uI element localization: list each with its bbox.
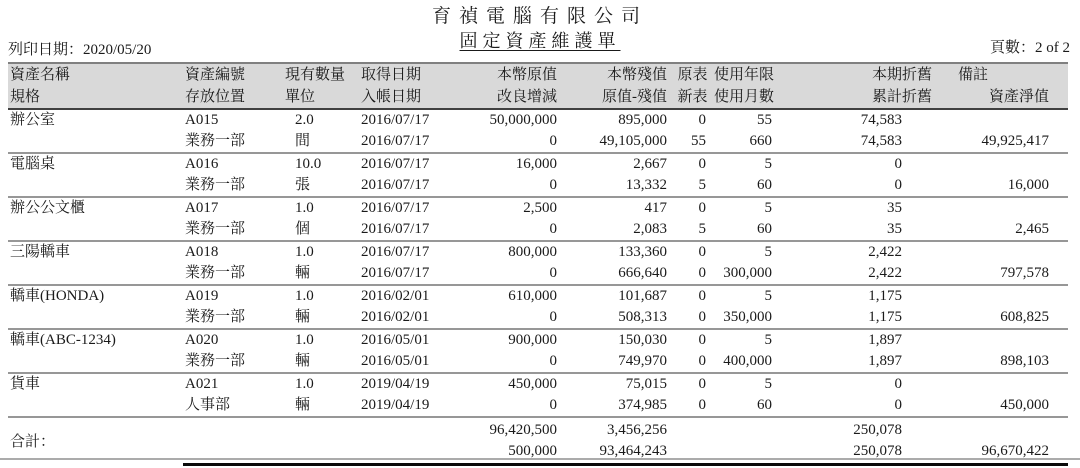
asset-row: [8, 109, 1068, 131]
column-header: 資產名稱: [8, 63, 183, 86]
cell: 5: [764, 376, 772, 392]
cell: 417: [644, 200, 667, 216]
cell: 35: [887, 200, 902, 216]
cell: 5: [675, 175, 710, 197]
column-header: 使用年限: [710, 63, 800, 86]
page-number-value: 2 of 2: [1035, 40, 1070, 56]
cell: 508,313: [565, 307, 675, 329]
cell: 75,015: [625, 376, 667, 392]
cell: [945, 373, 1068, 395]
cell: 2016/05/01: [355, 351, 455, 373]
cell: 輛: [283, 351, 355, 373]
cell: 74,583: [800, 131, 945, 153]
cell: 2019/04/19: [355, 395, 455, 417]
asset-row: [8, 241, 1068, 263]
column-header: 使用月數: [710, 86, 800, 109]
cell: A018: [185, 244, 219, 260]
cell: 0: [675, 263, 710, 285]
cell: A020: [185, 332, 219, 348]
cell: 797,578: [945, 263, 1068, 285]
cell: 業務一部: [183, 263, 283, 285]
cell: 2016/07/17: [355, 175, 455, 197]
cell: 133,360: [618, 244, 667, 260]
cell: 1,897: [800, 351, 945, 373]
cell: 辦公室: [10, 112, 56, 128]
cell: 1.0: [295, 332, 314, 348]
cell: 608,825: [945, 307, 1068, 329]
company-name: 育禎電腦有限公司: [431, 6, 648, 27]
header-row: [8, 86, 1068, 109]
cell: 0: [698, 156, 706, 172]
cell: [8, 263, 183, 285]
column-header: 資產淨值: [945, 86, 1068, 109]
cell: 749,970: [565, 351, 675, 373]
cell: 2016/07/17: [361, 244, 430, 260]
column-header: 本幣原值: [455, 63, 565, 86]
cell: 16,000: [515, 156, 557, 172]
cell: 0: [800, 175, 945, 197]
cell: 2016/02/01: [361, 288, 430, 304]
print-date-label: 列印日期：: [8, 42, 84, 58]
asset-row: [8, 307, 1068, 329]
asset-row: [8, 351, 1068, 373]
cell: 0: [455, 131, 565, 153]
cell: 0: [698, 200, 706, 216]
cell: 2019/04/19: [361, 376, 430, 392]
total-cell: [183, 441, 283, 465]
asset-row: [8, 263, 1068, 285]
cell: 張: [283, 175, 355, 197]
column-header: 入帳日期: [355, 86, 455, 109]
column-header: 改良增減: [455, 86, 565, 109]
column-header: 累計折舊: [800, 86, 945, 109]
cell: 貨車: [10, 376, 41, 392]
cell: 業務一部: [183, 219, 283, 241]
cell: 10.0: [295, 156, 322, 172]
cell: 450,000: [508, 376, 557, 392]
cell: 人事部: [183, 395, 283, 417]
asset-table: [8, 62, 1068, 466]
cell: 5: [764, 332, 772, 348]
column-header: 取得日期: [355, 63, 455, 86]
cell: 2,422: [800, 263, 945, 285]
cell: 0: [455, 219, 565, 241]
cell: 0: [455, 175, 565, 197]
cell: [8, 395, 183, 417]
cell: 1.0: [295, 200, 314, 216]
cell: 1.0: [295, 376, 314, 392]
cell: [8, 131, 183, 153]
cell: A019: [185, 288, 219, 304]
cell: 16,000: [945, 175, 1068, 197]
cell: 0: [455, 307, 565, 329]
total-cell: [675, 441, 710, 465]
cell: 2016/07/17: [361, 112, 430, 128]
total-cell: 500,000: [455, 441, 565, 465]
cell: A015: [185, 112, 219, 128]
cell: 55: [757, 112, 772, 128]
cell: 150,030: [618, 332, 667, 348]
asset-row: [8, 153, 1068, 175]
column-header: 本幣殘值: [565, 63, 675, 86]
cell: 101,687: [618, 288, 667, 304]
cell: A016: [185, 156, 219, 172]
cell: 間: [283, 131, 355, 153]
cell: 三陽轎車: [10, 244, 71, 260]
column-header: 原表: [675, 63, 710, 86]
cell: 898,103: [945, 351, 1068, 373]
column-header: 新表: [675, 86, 710, 109]
asset-row: [8, 219, 1068, 241]
cell: 49,105,000: [565, 131, 675, 153]
table-header: [8, 63, 1068, 109]
cell: [8, 219, 183, 241]
cell: 2,465: [945, 219, 1068, 241]
total-cell: [183, 417, 283, 441]
total-cell: [355, 417, 455, 441]
total-cell: 250,078: [800, 441, 945, 465]
cell: 辦公公文櫃: [10, 200, 86, 216]
cell: 1,897: [868, 332, 902, 348]
cell: [8, 351, 183, 373]
print-date: [8, 38, 151, 59]
cell: 895,000: [618, 112, 667, 128]
cell: 2016/07/17: [355, 219, 455, 241]
page-bottom-rule: [0, 458, 1080, 460]
cell: 800,000: [508, 244, 557, 260]
cell: 666,640: [565, 263, 675, 285]
cell: [945, 153, 1068, 175]
cell: 1,175: [800, 307, 945, 329]
total-label: 合計：: [10, 433, 56, 450]
total-row: [8, 417, 1068, 441]
cell: 業務一部: [183, 307, 283, 329]
cell: 60: [710, 175, 800, 197]
cell: 60: [710, 219, 800, 241]
total-cell: 250,078: [853, 422, 902, 438]
cell: 2016/02/01: [355, 307, 455, 329]
cell: 個: [283, 219, 355, 241]
doc-title: 固定資產維護單: [459, 31, 621, 51]
cell: 5: [764, 156, 772, 172]
asset-row: [8, 285, 1068, 307]
cell: 350,000: [710, 307, 800, 329]
cell: 2016/07/17: [361, 156, 430, 172]
cell: 電腦桌: [10, 156, 56, 172]
cell: 1.0: [295, 244, 314, 260]
cell: 2016/07/17: [355, 263, 455, 285]
report-header: [0, 0, 1080, 62]
cell: 0: [894, 156, 902, 172]
asset-row: [8, 373, 1068, 395]
cell: 2016/07/17: [355, 131, 455, 153]
cell: 2016/07/17: [361, 200, 430, 216]
page-number-label: 頁數：: [989, 40, 1035, 56]
cell: 業務一部: [183, 175, 283, 197]
total-cell: 96,420,500: [489, 422, 557, 438]
cell: 400,000: [710, 351, 800, 373]
column-header: 備註: [945, 63, 1068, 86]
cell: 轎車(ABC-1234): [10, 332, 116, 348]
cell: 1.0: [295, 288, 314, 304]
cell: 0: [698, 112, 706, 128]
cell: 0: [698, 244, 706, 260]
total-cell: [710, 441, 800, 465]
cell: [945, 241, 1068, 263]
total-cell: [945, 417, 1068, 441]
cell: 610,000: [508, 288, 557, 304]
cell: 0: [698, 288, 706, 304]
cell: 輛: [283, 263, 355, 285]
total-cell: [710, 417, 800, 441]
total-cell: 96,670,422: [945, 441, 1068, 465]
cell: 0: [675, 395, 710, 417]
cell: A021: [185, 376, 219, 392]
cell: 660: [710, 131, 800, 153]
column-header: 本期折舊: [800, 63, 945, 86]
cell: 0: [698, 332, 706, 348]
cell: 2.0: [295, 112, 314, 128]
cell: 2016/05/01: [361, 332, 430, 348]
total-cell: 93,464,243: [565, 441, 675, 465]
cell: 5: [675, 219, 710, 241]
cell: 13,332: [565, 175, 675, 197]
cell: [8, 307, 183, 329]
cell: 5: [764, 288, 772, 304]
asset-row: [8, 175, 1068, 197]
cell: 450,000: [945, 395, 1068, 417]
asset-rows: [8, 109, 1068, 417]
cell: 轎車(HONDA): [10, 288, 105, 304]
cell: 300,000: [710, 263, 800, 285]
asset-row: [8, 329, 1068, 351]
cell: 49,925,417: [945, 131, 1068, 153]
cell: 74,583: [860, 112, 902, 128]
column-header: 存放位置: [183, 86, 283, 109]
header-row: [8, 63, 1068, 86]
print-date-value: 2020/05/20: [83, 42, 152, 58]
asset-row: [8, 131, 1068, 153]
total-cell: [283, 417, 355, 441]
cell: 輛: [283, 307, 355, 329]
cell: A017: [185, 200, 219, 216]
total-cell: [283, 441, 355, 465]
total-cell: 3,456,256: [607, 422, 667, 438]
cell: [945, 109, 1068, 131]
cell: 0: [800, 395, 945, 417]
column-header: 資產編號: [183, 63, 283, 86]
cell: 0: [894, 376, 902, 392]
asset-row: [8, 197, 1068, 219]
cell: 50,000,000: [489, 112, 557, 128]
cell: 業務一部: [183, 351, 283, 373]
cell: 5: [764, 200, 772, 216]
cell: 5: [764, 244, 772, 260]
cell: 2,667: [633, 156, 667, 172]
cell: [945, 285, 1068, 307]
cell: 60: [710, 395, 800, 417]
total-cell: [355, 441, 455, 465]
cell: 0: [455, 263, 565, 285]
cell: 0: [455, 351, 565, 373]
cell: 0: [675, 307, 710, 329]
cell: 2,500: [523, 200, 557, 216]
cell: [945, 329, 1068, 351]
cell: 55: [675, 131, 710, 153]
cell: 374,985: [565, 395, 675, 417]
column-header: 規格: [8, 86, 183, 109]
cell: 0: [698, 376, 706, 392]
column-header: 現有數量: [283, 63, 355, 86]
cell: [945, 197, 1068, 219]
column-header: 單位: [283, 86, 355, 109]
asset-row: [8, 395, 1068, 417]
cell: 900,000: [508, 332, 557, 348]
cell: 2,083: [565, 219, 675, 241]
column-header: 原值-殘值: [565, 86, 675, 109]
total-cell: [675, 417, 710, 441]
cell: 輛: [283, 395, 355, 417]
cell: 1,175: [868, 288, 902, 304]
cell: 2,422: [868, 244, 902, 260]
cell: 業務一部: [183, 131, 283, 153]
page-number: [990, 36, 1070, 57]
cell: [8, 175, 183, 197]
cell: 0: [675, 351, 710, 373]
cell: 35: [800, 219, 945, 241]
cell: 0: [455, 395, 565, 417]
